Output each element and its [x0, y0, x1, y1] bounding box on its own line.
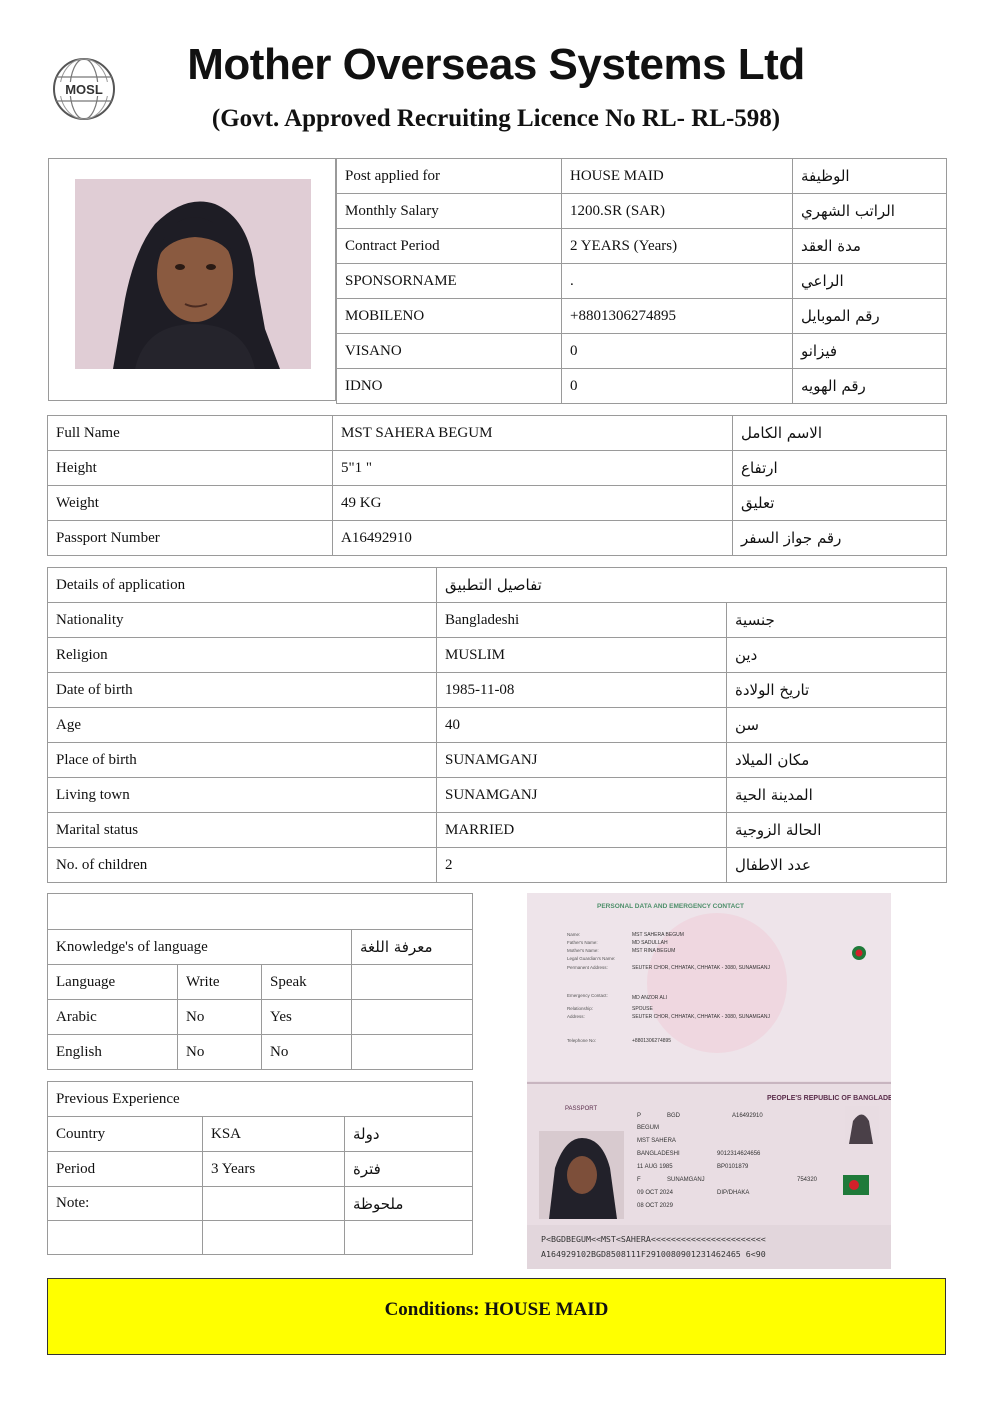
details-value: 40 — [437, 708, 727, 743]
job-label: VISANO — [337, 334, 562, 369]
job-value: 2 YEARS (Years) — [562, 229, 793, 264]
col-language: Language — [48, 965, 178, 1000]
table-row — [337, 264, 947, 299]
job-value: 0 — [562, 369, 793, 404]
passport-birthplace: SUNAMGANJ — [667, 1177, 705, 1183]
details-label-ar: سن — [727, 708, 947, 743]
language-heading: Knowledge's of language — [48, 930, 352, 965]
personal-value: 5"1 " — [333, 451, 733, 486]
country-label: Country — [48, 1117, 203, 1152]
details-label: No. of children — [48, 848, 437, 883]
passport-mrz-2: A164929102BGD8508111F2910080901231462465 6<90 — [541, 1249, 766, 1259]
job-value: 1200.SR (SAR) — [562, 194, 793, 229]
personal-value: MST SAHERA BEGUM — [333, 416, 733, 451]
table-row — [48, 848, 947, 883]
details-value: 1985-11-08 — [437, 673, 727, 708]
job-label: IDNO — [337, 369, 562, 404]
job-label-ar: مدة العقد — [793, 229, 947, 264]
table-row — [48, 603, 947, 638]
job-label-ar: الوظيفة — [793, 159, 947, 194]
period-label: Period — [48, 1152, 203, 1187]
passport-telephone: +8801306274895 — [632, 1038, 672, 1044]
details-label-ar: عدد الاطفال — [727, 848, 947, 883]
passport-emergency: MD ANZOR ALI — [632, 995, 668, 1001]
language-write: No — [178, 1000, 262, 1035]
passport-father: MD SADULLAH — [632, 940, 668, 946]
passport-sex: F — [637, 1177, 641, 1183]
job-value: . — [562, 264, 793, 299]
details-label-ar: مكان الميلاد — [727, 743, 947, 778]
personal-label-ar: رقم جواز السفر — [733, 521, 947, 556]
country-ar: دولة — [345, 1117, 473, 1152]
details-value: MARRIED — [437, 813, 727, 848]
personal-label: Height — [48, 451, 333, 486]
personal-label-ar: تعليق — [733, 486, 947, 521]
personal-table — [47, 415, 947, 556]
table-row — [48, 521, 947, 556]
details-label: Religion — [48, 638, 437, 673]
passport-country: PEOPLE'S REPUBLIC OF BANGLADESH — [767, 1095, 891, 1102]
note-ar: ملحوظة — [345, 1187, 473, 1221]
table-row — [337, 299, 947, 334]
svg-text:Telephone No:: Telephone No: — [567, 1038, 597, 1043]
details-value: 2 — [437, 848, 727, 883]
details-label: Living town — [48, 778, 437, 813]
passport-postcode: 754320 — [797, 1177, 818, 1183]
table-row — [337, 369, 947, 404]
passport-mrz-1: P<BGDBEGUM<<MST<SAHERA<<<<<<<<<<<<<<<<<<<<<<< — [541, 1234, 766, 1244]
table-row — [48, 638, 947, 673]
job-label-ar: رقم الهويه — [793, 369, 947, 404]
passport-scan — [527, 893, 891, 1269]
passport-given: MST SAHERA — [637, 1138, 676, 1144]
details-label: Nationality — [48, 603, 437, 638]
col-write: Write — [178, 965, 262, 1000]
logo-text: MOSL — [65, 82, 103, 97]
passport-prev: BP0101879 — [717, 1164, 749, 1170]
job-label: MOBILENO — [337, 299, 562, 334]
passport-ec-address: SEUTER CHOR, CHHATAK, CHHATAK - 3080, SUNAMGANJ — [632, 1014, 770, 1020]
svg-text:Address:: Address: — [567, 1014, 585, 1019]
period-ar: فترة — [345, 1152, 473, 1187]
job-label-ar: الراتب الشهري — [793, 194, 947, 229]
language-name: English — [48, 1035, 178, 1070]
table-row — [48, 708, 947, 743]
job-label: Contract Period — [337, 229, 562, 264]
svg-text:Father's Name:: Father's Name: — [567, 940, 598, 945]
job-label: SPONSORNAME — [337, 264, 562, 299]
table-row — [48, 743, 947, 778]
table-row — [337, 334, 947, 369]
passport-expiry: 08 OCT 2029 — [637, 1203, 673, 1209]
conditions-text: Conditions: HOUSE MAID — [384, 1299, 609, 1320]
job-value: +8801306274895 — [562, 299, 793, 334]
svg-text:Relationship:: Relationship: — [567, 1006, 594, 1011]
passport-code: BGD — [667, 1113, 681, 1119]
passport-name: MST SAHERA BEGUM — [632, 932, 684, 938]
company-logo — [52, 57, 116, 121]
passport-address: SEUTER CHOR, CHHATAK, CHHATAK - 3080, SUNAMGANJ — [632, 965, 770, 971]
passport-surname: BEGUM — [637, 1125, 660, 1131]
table-row — [48, 1035, 473, 1070]
details-value: SUNAMGANJ — [437, 743, 727, 778]
passport-relationship: SPOUSE — [632, 1006, 653, 1012]
period-value: 3 Years — [203, 1152, 345, 1187]
details-label: Date of birth — [48, 673, 437, 708]
details-label-ar: دين — [727, 638, 947, 673]
svg-text:Legal Guardian's Name:: Legal Guardian's Name: — [567, 956, 616, 961]
table-row — [48, 451, 947, 486]
licence-line: (Govt. Approved Recruiting Licence No RL- RL-598) — [211, 105, 781, 132]
details-heading: Details of application — [48, 568, 437, 603]
personal-label: Passport Number — [48, 521, 333, 556]
experience-table — [47, 1081, 473, 1255]
table-row — [48, 778, 947, 813]
job-label: Monthly Salary — [337, 194, 562, 229]
language-empty — [352, 1000, 473, 1035]
details-label-ar: جنسية — [727, 603, 947, 638]
details-label: Marital status — [48, 813, 437, 848]
table-row — [48, 673, 947, 708]
table-row — [337, 229, 947, 264]
personal-label: Weight — [48, 486, 333, 521]
passport-dob: 11 AUG 1985 — [637, 1164, 673, 1170]
job-label-ar: الراعي — [793, 264, 947, 299]
language-blank-row — [48, 894, 473, 930]
personal-value: A16492910 — [333, 521, 733, 556]
language-speak: Yes — [262, 1000, 352, 1035]
personal-label-ar: ارتفاع — [733, 451, 947, 486]
country-value: KSA — [203, 1117, 345, 1152]
conditions-box — [47, 1278, 946, 1355]
details-heading-ar: تفاصيل التطبيق — [437, 568, 947, 603]
passport-issue: 09 OCT 2024 — [637, 1190, 673, 1196]
details-table — [47, 567, 947, 883]
details-label: Age — [48, 708, 437, 743]
details-value: SUNAMGANJ — [437, 778, 727, 813]
passport-section-title: PERSONAL DATA AND EMERGENCY CONTACT — [597, 903, 744, 910]
details-value: Bangladeshi — [437, 603, 727, 638]
job-label: Post applied for — [337, 159, 562, 194]
table-row — [48, 486, 947, 521]
col-speak: Speak — [262, 965, 352, 1000]
language-empty — [352, 1035, 473, 1070]
table-row — [337, 194, 947, 229]
job-value: HOUSE MAID — [562, 159, 793, 194]
language-heading-ar: معرفة اللغة — [352, 930, 473, 965]
table-row — [48, 813, 947, 848]
job-value: 0 — [562, 334, 793, 369]
personal-label: Full Name — [48, 416, 333, 451]
table-row — [48, 416, 947, 451]
details-label-ar: المدينة الحية — [727, 778, 947, 813]
svg-text:Emergency Contact:: Emergency Contact: — [567, 993, 608, 998]
passport-mother: MST RINA BEGUM — [632, 948, 676, 954]
details-label-ar: تاريخ الولادة — [727, 673, 947, 708]
personal-label-ar: الاسم الكامل — [733, 416, 947, 451]
job-label-ar: رقم الموبايل — [793, 299, 947, 334]
language-table — [47, 893, 473, 1070]
company-name: Mother Overseas Systems Ltd — [187, 40, 805, 89]
details-label: Place of birth — [48, 743, 437, 778]
language-write: No — [178, 1035, 262, 1070]
note-label: Note: — [48, 1187, 203, 1221]
passport-type: P — [637, 1113, 642, 1119]
experience-heading: Previous Experience — [48, 1082, 473, 1117]
applicant-photo — [75, 179, 311, 369]
job-label-ar: فيزانو — [793, 334, 947, 369]
passport-personal-no: 9012314624656 — [717, 1151, 761, 1157]
svg-text:Permanent Address:: Permanent Address: — [567, 965, 608, 970]
passport-number: A16492910 — [732, 1113, 763, 1119]
table-row — [48, 1000, 473, 1035]
language-name: Arabic — [48, 1000, 178, 1035]
details-value: MUSLIM — [437, 638, 727, 673]
table-row — [337, 159, 947, 194]
details-label-ar: الحالة الزوجية — [727, 813, 947, 848]
language-speak: No — [262, 1035, 352, 1070]
personal-value: 49 KG — [333, 486, 733, 521]
passport-label: PASSPORT — [565, 1106, 598, 1112]
passport-nationality: BANGLADESHI — [637, 1151, 680, 1157]
svg-text:Name:: Name: — [567, 932, 581, 937]
passport-authority: DIP/DHAKA — [717, 1190, 750, 1196]
job-table — [336, 158, 947, 404]
svg-text:Mother's Name:: Mother's Name: — [567, 948, 599, 953]
